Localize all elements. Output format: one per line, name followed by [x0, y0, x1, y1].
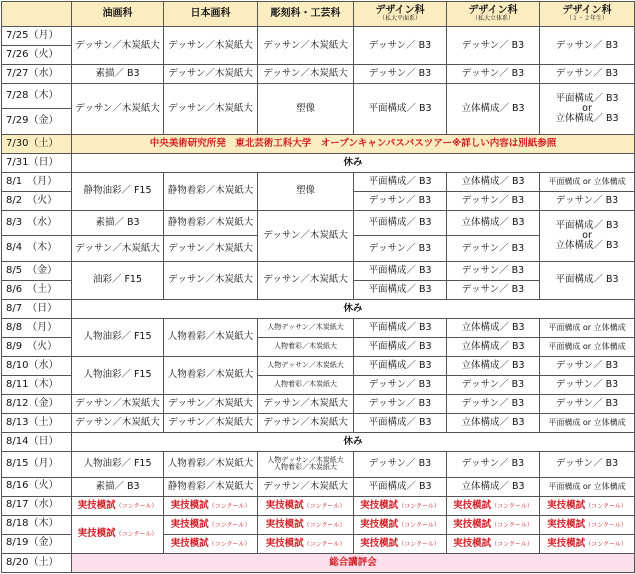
date-cell: 8/10（水）	[2, 356, 72, 375]
cell-japanese: 静物着彩／木炭紙大	[164, 172, 258, 210]
holiday-note: 休み	[72, 299, 635, 318]
cell-oil: 人物油彩／ F15	[72, 318, 164, 356]
date-cell: 7/29（金）	[2, 109, 72, 135]
cell-design-solid: 実技模試（コンクール）	[447, 534, 540, 553]
cell-design-grade12: 平面構成 or 立体構成	[540, 477, 635, 496]
date-cell: 7/28（木）	[2, 83, 72, 109]
cell-sculpture: 人物着彩／木炭紙大	[258, 337, 354, 356]
cell-sculpture: 実技模試（コンクール）	[258, 515, 354, 534]
cell-design-solid: 実技模試（コンクール）	[447, 496, 540, 515]
cell-sculpture: デッサン／木炭紙大	[258, 27, 354, 65]
row-0815	[2, 451, 635, 477]
row-0728	[2, 83, 635, 109]
cell-oil: 実技模試（コンクール）	[72, 515, 164, 553]
date-cell: 7/26（火）	[2, 45, 72, 64]
cell-design-flat: 実技模試（コンクール）	[354, 496, 447, 515]
cell-design-flat: デッサン／ B3	[354, 394, 447, 413]
cell-oil: デッサン／木炭紙大	[72, 27, 164, 65]
cell-design-flat: デッサン／ B3	[354, 64, 447, 83]
cell-design-flat: 平面構成／ B3	[354, 83, 447, 134]
cell-design-grade12: デッサン／ B3	[540, 191, 635, 210]
row-0814	[2, 432, 635, 451]
cell-design-grade12: 実技模試（コンクール）	[540, 534, 635, 553]
cell-design-solid: デッサン／ B3	[447, 191, 540, 210]
date-cell: 7/30（土）	[2, 134, 72, 153]
cell-sculpture: デッサン／木炭紙大	[258, 477, 354, 496]
bus-tour-note: 中央美術研究所発 東北芸術工科大学 オープンキャンパスバスツアー※詳しい内容は別紙参照	[72, 134, 635, 153]
holiday-note: 休み	[72, 432, 635, 451]
header-oil-painting: 油画科	[72, 2, 164, 27]
schedule-table	[1, 1, 635, 573]
cell-design-flat: デッサン／ B3	[354, 375, 447, 394]
header-design-solid: デザイン科 （私大立体系）	[447, 2, 540, 27]
cell-design-flat: 平面構成／ B3	[354, 280, 447, 299]
date-cell: 8/6 （土）	[2, 280, 72, 299]
row-0807	[2, 299, 635, 318]
cell-design-flat: 平面構成／ B3	[354, 356, 447, 375]
cell-design-grade12: 実技模試（コンクール）	[540, 496, 635, 515]
cell-design-grade12: 平面構成／ B3 or 立体構成／ B3	[540, 210, 635, 261]
cell-design-solid: 立体構成／ B3	[447, 413, 540, 432]
header-row	[2, 2, 635, 27]
date-cell: 8/7 （日）	[2, 299, 72, 318]
date-cell: 8/2 （火）	[2, 191, 72, 210]
date-cell: 8/15（月）	[2, 451, 72, 477]
cell-sculpture: デッサン／木炭紙大	[258, 413, 354, 432]
cell-design-solid: 立体構成／ B3	[447, 172, 540, 191]
cell-design-flat: 平面構成／ B3	[354, 172, 447, 191]
cell-japanese: デッサン／木炭紙大	[164, 394, 258, 413]
cell-design-grade12: デッサン／ B3	[540, 375, 635, 394]
row-0725	[2, 27, 635, 46]
cell-japanese: デッサン／木炭紙大	[164, 83, 258, 134]
cell-design-grade12: 平面構成 or 立体構成	[540, 318, 635, 337]
date-cell: 8/1 （月）	[2, 172, 72, 191]
date-cell: 8/16（火）	[2, 477, 72, 496]
cell-design-flat: デッサン／ B3	[354, 27, 447, 65]
cell-design-solid: 実技模試（コンクール）	[447, 515, 540, 534]
cell-oil: 人物油彩／ F15	[72, 356, 164, 394]
date-cell: 8/13（土）	[2, 413, 72, 432]
cell-sculpture: 人物着彩／木炭紙大	[258, 375, 354, 394]
header-japanese-painting: 日本画科	[164, 2, 258, 27]
row-0816	[2, 477, 635, 496]
cell-japanese: 実技模試（コンクール）	[164, 534, 258, 553]
header-date-cell	[2, 2, 72, 27]
cell-design-solid: 立体構成／ B3	[447, 318, 540, 337]
date-cell: 8/14（日）	[2, 432, 72, 451]
cell-design-flat: 実技模試（コンクール）	[354, 515, 447, 534]
cell-design-solid: デッサン／ B3	[447, 394, 540, 413]
cell-japanese: 実技模試（コンクール）	[164, 496, 258, 515]
row-0818	[2, 515, 635, 534]
cell-sculpture: 人物デッサン／木炭紙大	[258, 318, 354, 337]
cell-design-grade12: 平面構成 or 立体構成	[540, 172, 635, 191]
cell-japanese: デッサン／木炭紙大	[164, 413, 258, 432]
date-cell: 8/18（木）	[2, 515, 72, 534]
cell-design-solid: デッサン／ B3	[447, 236, 540, 262]
cell-design-flat: デッサン／ B3	[354, 451, 447, 477]
cell-japanese: 人物着彩／木炭紙大	[164, 451, 258, 477]
cell-oil: 静物油彩／ F15	[72, 172, 164, 210]
cell-oil: 素描／ B3	[72, 210, 164, 236]
cell-japanese: 実技模試（コンクール）	[164, 515, 258, 534]
cell-design-flat: デッサン／ B3	[354, 191, 447, 210]
cell-japanese: デッサン／木炭紙大	[164, 236, 258, 262]
cell-oil: 素描／ B3	[72, 64, 164, 83]
row-0820	[2, 553, 635, 572]
cell-oil: 人物油彩／ F15	[72, 451, 164, 477]
cell-oil: 油彩／ F15	[72, 261, 164, 299]
cell-design-solid: 立体構成／ B3	[447, 477, 540, 496]
cell-design-grade12: デッサン／ B3	[540, 394, 635, 413]
cell-oil: デッサン／木炭紙大	[72, 413, 164, 432]
cell-design-flat: 平面構成／ B3	[354, 413, 447, 432]
cell-design-solid: デッサン／ B3	[447, 451, 540, 477]
cell-design-solid: デッサン／ B3	[447, 261, 540, 280]
date-cell: 8/4 （木）	[2, 236, 72, 262]
cell-sculpture: デッサン／木炭紙大	[258, 394, 354, 413]
cell-japanese: 静物着彩／木炭紙大	[164, 210, 258, 236]
cell-design-solid: デッサン／ B3	[447, 280, 540, 299]
cell-sculpture: 人物デッサン／木炭紙大	[258, 356, 354, 375]
date-cell: 7/25（月）	[2, 27, 72, 46]
row-0808	[2, 318, 635, 337]
cell-design-solid: 立体構成／ B3	[447, 337, 540, 356]
row-0730	[2, 134, 635, 153]
cell-japanese: 人物着彩／木炭紙大	[164, 318, 258, 356]
cell-design-grade12: デッサン／ B3	[540, 64, 635, 83]
cell-sculpture: デッサン／木炭紙大	[258, 64, 354, 83]
row-0801	[2, 172, 635, 191]
date-cell: 8/19（金）	[2, 534, 72, 553]
date-cell: 8/17（水）	[2, 496, 72, 515]
row-0812	[2, 394, 635, 413]
cell-design-grade12: デッサン／ B3	[540, 356, 635, 375]
cell-design-solid: デッサン／ B3	[447, 27, 540, 65]
row-0727	[2, 64, 635, 83]
cell-design-flat: 平面構成／ B3	[354, 210, 447, 236]
date-cell: 8/8 （月）	[2, 318, 72, 337]
date-cell: 8/11（木）	[2, 375, 72, 394]
cell-design-grade12: 平面構成／ B3 or 立体構成／ B3	[540, 83, 635, 134]
cell-design-flat: 平面構成／ B3	[354, 337, 447, 356]
row-0813	[2, 413, 635, 432]
cell-design-grade12: 実技模試（コンクール）	[540, 515, 635, 534]
header-design-grade12: デザイン科 （１・２年生）	[540, 2, 635, 27]
cell-japanese: 人物着彩／木炭紙大	[164, 356, 258, 394]
cell-sculpture: 塑像	[258, 83, 354, 134]
cell-oil: 素描／ B3	[72, 477, 164, 496]
cell-design-flat: 実技模試（コンクール）	[354, 534, 447, 553]
cell-design-solid: 立体構成／ B3	[447, 210, 540, 236]
cell-design-grade12: 平面構成 or 立体構成	[540, 413, 635, 432]
cell-design-flat: 平面構成／ B3	[354, 477, 447, 496]
header-design-flat: デザイン科 （私大平面系）	[354, 2, 447, 27]
cell-design-solid: 立体構成／ B3	[447, 83, 540, 134]
cell-design-grade12: デッサン／ B3	[540, 27, 635, 65]
cell-sculpture: 実技模試（コンクール）	[258, 534, 354, 553]
row-0810	[2, 356, 635, 375]
date-cell: 7/27（水）	[2, 64, 72, 83]
row-0805	[2, 261, 635, 280]
row-0731	[2, 153, 635, 172]
header-sculpture-crafts: 彫刻科・工芸科	[258, 2, 354, 27]
cell-design-flat: 平面構成／ B3	[354, 318, 447, 337]
date-cell: 8/3 （水）	[2, 210, 72, 236]
cell-sculpture: 人物デッサン／木炭紙大 人物着彩／木炭紙大	[258, 451, 354, 477]
cell-sculpture: 塑像	[258, 172, 354, 210]
row-0803	[2, 210, 635, 236]
date-cell: 8/12（金）	[2, 394, 72, 413]
cell-design-grade12: 平面構成／ B3	[540, 261, 635, 299]
date-cell: 7/31（日）	[2, 153, 72, 172]
cell-japanese: デッサン／木炭紙大	[164, 261, 258, 299]
cell-oil: デッサン／木炭紙大	[72, 83, 164, 134]
cell-design-flat: デッサン／ B3	[354, 236, 447, 262]
date-cell: 8/5 （金）	[2, 261, 72, 280]
cell-design-solid: 立体構成／ B3	[447, 356, 540, 375]
cell-design-grade12: 平面構成 or 立体構成	[540, 337, 635, 356]
cell-oil: デッサン／木炭紙大	[72, 394, 164, 413]
cell-oil: 実技模試（コンクール）	[72, 496, 164, 515]
date-cell: 8/20（土）	[2, 553, 72, 572]
cell-design-flat: 平面構成／ B3	[354, 261, 447, 280]
date-cell: 8/9 （火）	[2, 337, 72, 356]
cell-japanese: デッサン／木炭紙大	[164, 64, 258, 83]
cell-sculpture: デッサン／木炭紙大	[258, 210, 354, 261]
cell-design-grade12: デッサン／ B3	[540, 451, 635, 477]
cell-oil: デッサン／木炭紙大	[72, 236, 164, 262]
cell-sculpture: デッサン／木炭紙大	[258, 261, 354, 299]
cell-japanese: デッサン／木炭紙大	[164, 27, 258, 65]
final-review-note: 総合講評会	[72, 553, 635, 572]
cell-sculpture: 実技模試（コンクール）	[258, 496, 354, 515]
cell-design-solid: デッサン／ B3	[447, 375, 540, 394]
cell-japanese: 静物着彩／木炭紙大	[164, 477, 258, 496]
holiday-note: 休み	[72, 153, 635, 172]
cell-design-solid: デッサン／ B3	[447, 64, 540, 83]
row-0817	[2, 496, 635, 515]
